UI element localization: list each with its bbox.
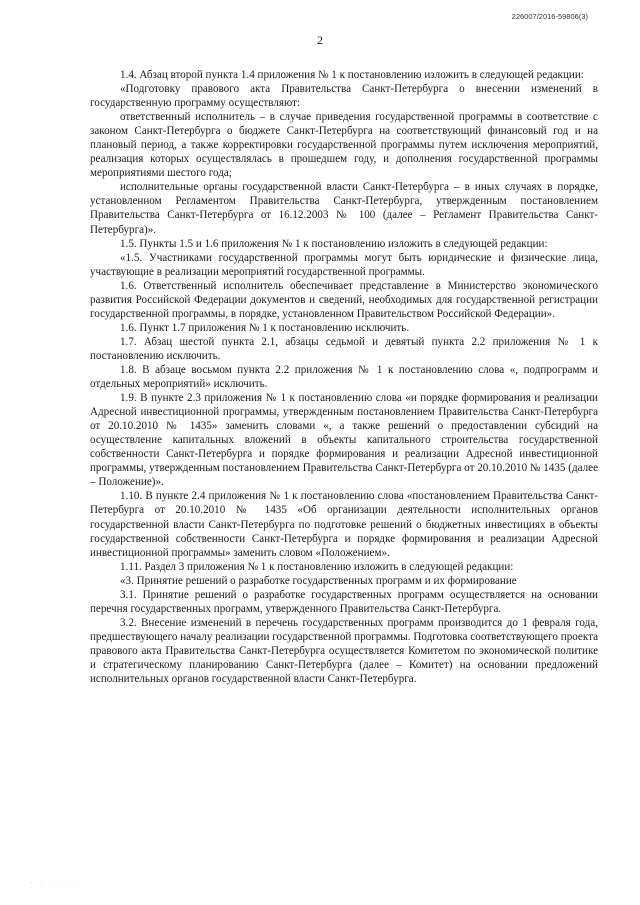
- paragraph: 1.6. Ответственный исполнитель обеспечивает представление в Министерство экономического развития Российской Федерации документов и сведений, необходимых для государственной регистрации государственной программы, в порядке, установленном Правительством Российской Федерации».: [90, 279, 598, 320]
- paragraph: «1.5. Участниками государственной программы могут быть юридические и физические лица, участвующие в реализации мероприятий государственной программы.: [90, 251, 598, 278]
- paragraph: ответственный исполнитель – в случае приведения государственной программы в соответствие с законом Санкт-Петербурга о бюджете Санкт-Петербурга на соответствующий финансовый год и на плановый период, а также корректировки государственной программы путем исключения мероприятий, реализация которых осуществлялась в прошедшем году, и дополнения государственной программы мероприятиями шестого года;: [90, 111, 598, 180]
- paragraph: 1.8. В абзаце восьмом пункта 2.2 приложения № 1 к постановлению слова «, подпрограмм и отдельных мероприятий» исключить.: [90, 363, 598, 391]
- page-number: 2: [317, 33, 323, 47]
- paragraph: 3.2. Внесение изменений в перечень государственных программ производится до 1 февраля года, предшествующего началу реализации государственной программы. Подготовка соответствующего проекта правового акта Правительства Санкт-Петербурга осуществляется Комитетом по экономической политике и стратегическому планированию Санкт-Петербурга (далее – Комитет) на основании предложений исполнительных органов государственной власти Санкт-Петербурга.: [90, 616, 598, 686]
- paragraph: 1.5. Пункты 1.5 и 1.6 приложения № 1 к постановлению изложить в следующей редакции:: [120, 237, 548, 250]
- paragraph: «3. Принятие решений о разработке государственных программ и их формирование: [120, 574, 517, 587]
- paragraph: 1.11. Раздел 3 приложения № 1 к постановлению изложить в следующей редакции:: [120, 560, 514, 573]
- paragraph: исполнительные органы государственной власти Санкт-Петербурга – в иных случаях в порядке, установленном Регламентом Правительства Санкт-Петербурга, утвержденным постановлением Правительства Санкт-Петербурга от 16.12.2003 № 100 (далее – Регламент Правительства Санкт-Петербурга)».: [90, 181, 598, 236]
- paragraph: 1.7. Абзац шестой пункта 2.1, абзацы седьмой и девятый пункта 2.2 приложения № 1 к постановлению исключить.: [90, 335, 598, 362]
- paragraph: «Подготовку правового акта Правительства Санкт-Петербурга о внесении изменений в государственную программу осуществляют:: [90, 83, 598, 110]
- paragraph: 1.9. В пункте 2.3 приложения № 1 к постановлению слова «и порядке формирования и реализации Адресной инвестиционной программы, утвержденным постановлением Правительства Санкт-Петербурга от 20.10.2010 № 1435» заменить словами «, а также решений о предоставлении субсидий на осуществление капитальных вложений в объекты капитального строительства государственной собственности Санкт-Петербурга и порядке формирования и реализации Адресной инвестиционной программы, утвержденным постановлением Правительства Санкт-Петербурга от 20.10.2010 № 1435 (далее – Положение)».: [90, 392, 598, 489]
- paragraph: 1.4. Абзац второй пункта 1.4 приложения № 1 к постановлению изложить в следующей редакции:: [120, 69, 584, 81]
- paragraph: 1.6. Пункт 1.7 приложения № 1 к постановлению исключить.: [120, 321, 410, 334]
- document-id: 226007/2016-59806(3): [511, 12, 588, 21]
- document-body: [90, 68, 598, 686]
- scan-marks: · · · · · ·: [30, 880, 83, 886]
- paragraph: 3.1. Принятие решений о разработке государственных программ осуществляется на основании перечня государственных программ, утвержденного Правительства Санкт-Петербурга.: [90, 588, 598, 615]
- paragraph: 1.10. В пункте 2.4 приложения № 1 к постановлению слова «постановлением Правительства Санкт-Петербурга от 20.10.2010 № 1435 «Об организации деятельности исполнительных органов государственной власти Санкт-Петербурга по подготовке решений о бюджетных инвестициях в объекты государственной собственности Санкт-Петербурга и порядке формирования и реализации Адресной инвестиционной программы» заменить словом «Положением».: [90, 490, 598, 559]
